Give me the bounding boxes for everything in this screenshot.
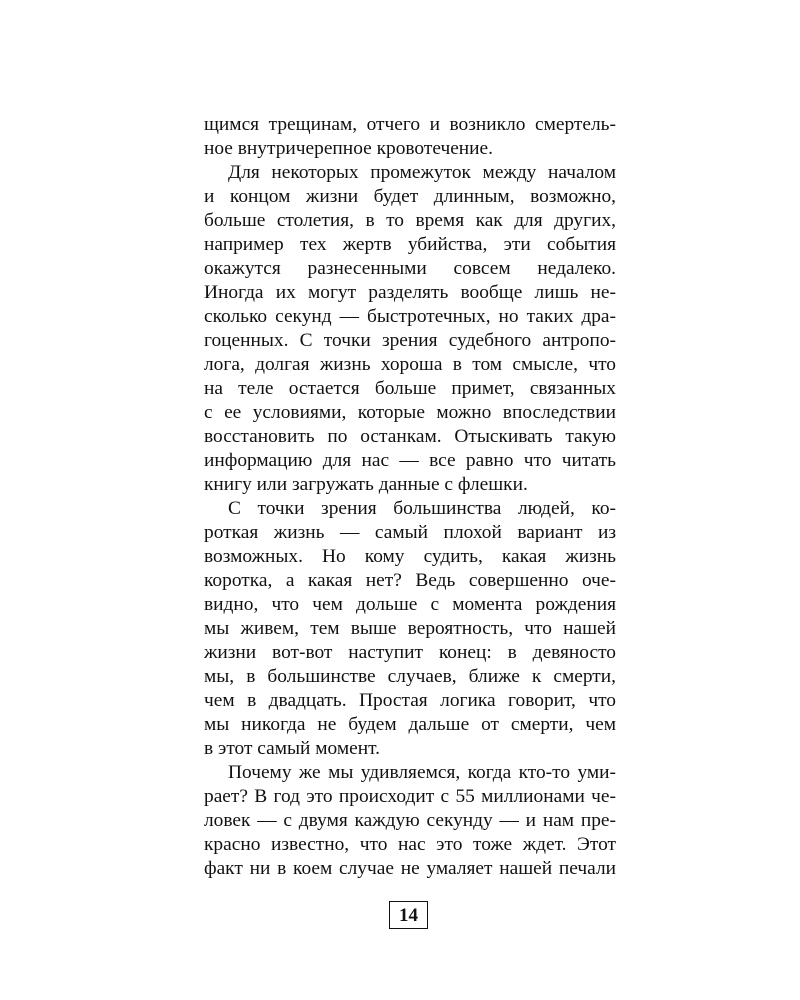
text-line: гоценных. С точки зрения судебного антропо- xyxy=(204,330,616,351)
text-line: коротка, а какая нет? Ведь совершенно оче- xyxy=(204,570,616,591)
text-line: информацию для нас — все равно что читать xyxy=(204,450,616,471)
text-line: на теле остается больше примет, связанных xyxy=(204,378,616,399)
text-line: видно, что чем дольше с момента рождения xyxy=(204,594,616,615)
paragraph-first-line: Почему же мы удивляемся, когда кто-то уми- xyxy=(228,762,616,783)
text-line: Иногда их могут разделять вообще лишь не- xyxy=(204,282,616,303)
text-line: лога, долгая жизнь хороша в том смысле, что xyxy=(204,354,616,375)
text-line: щимся трещинам, отчего и возникло смертель- xyxy=(204,114,616,135)
text-line: чем в двадцать. Простая логика говорит, что xyxy=(204,690,616,711)
text-line: например тех жертв убийства, эти события xyxy=(204,234,616,255)
text-line: с ее условиями, которые можно впоследствии xyxy=(204,402,616,423)
text-line: окажутся разнесенными совсем недалеко. xyxy=(204,258,616,279)
text-line: возможных. Но кому судить, какая жизнь xyxy=(204,546,616,567)
text-line: сколько секунд — быстротечных, но таких дра- xyxy=(204,306,616,327)
text-line: факт ни в коем случае не умаляет нашей печали xyxy=(204,858,616,879)
text-line: ное внутричерепное кровотечение. xyxy=(204,138,494,159)
text-line: больше столетия, в то время как для других, xyxy=(204,210,616,231)
text-line: книгу или загружать данные с флешки. xyxy=(204,474,528,495)
text-line: восстановить по останкам. Отыскивать такую xyxy=(204,426,616,447)
text-line: мы живем, тем выше вероятность, что нашей xyxy=(204,618,616,639)
text-line: мы никогда не будем дальше от смерти, чем xyxy=(204,714,616,735)
text-line: в этот самый момент. xyxy=(204,738,380,759)
text-line: красно известно, что нас это тоже ждет. Этот xyxy=(204,834,616,855)
text-line: рает? В год это происходит с 55 миллионами че- xyxy=(204,786,616,807)
text-line: жизни вот-вот наступит конец: в девяносто xyxy=(204,642,616,663)
paragraph-first-line: Для некоторых промежуток между началом xyxy=(228,162,616,183)
paragraph-first-line: С точки зрения большинства людей, ко- xyxy=(228,498,616,519)
text-line: роткая жизнь — самый плохой вариант из xyxy=(204,522,616,543)
page-number: 14 xyxy=(389,901,428,929)
text-line: и концом жизни будет длинным, возможно, xyxy=(204,186,616,207)
text-line: мы, в большинстве случаев, ближе к смерти, xyxy=(204,666,616,687)
body-text xyxy=(204,113,616,881)
text-line: ловек — с двумя каждую секунду — и нам пре- xyxy=(204,810,616,831)
